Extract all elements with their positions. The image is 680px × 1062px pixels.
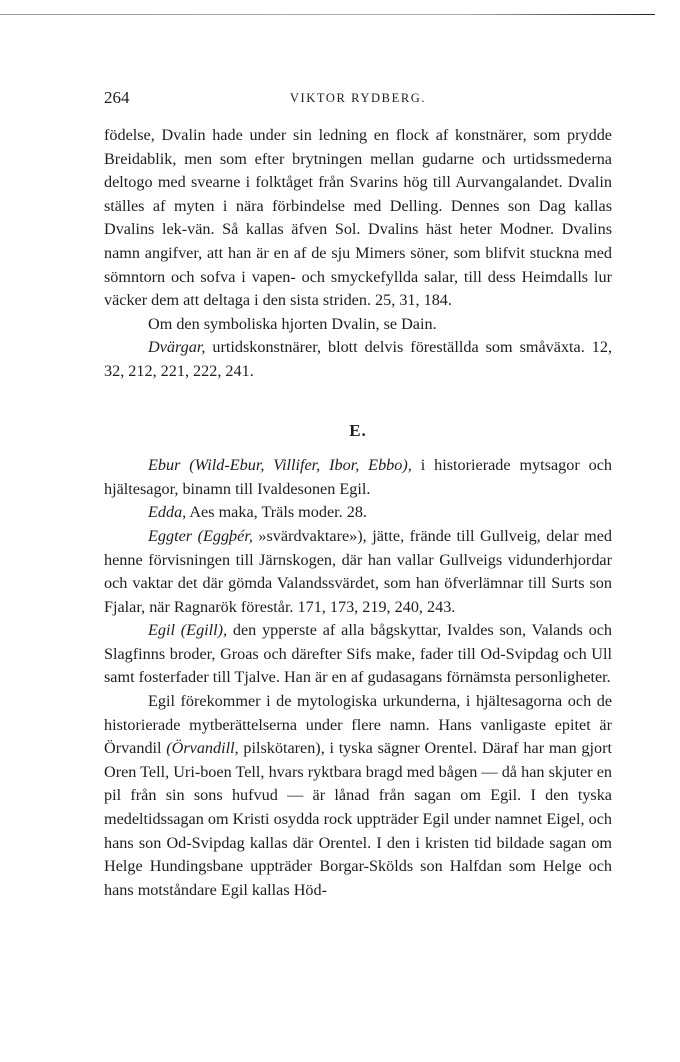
paragraph-dvalin-hjort: Om den symboliska hjorten Dvalin, se Dain. xyxy=(148,314,437,333)
paragraph-egil-names: Egil förekommer i de mytologiska urkunderna, i hjältesagorna och de historierade mytberättelserna under flere namn. Hans vanligaste epitet är Örvandil (Örvandill, pilskötaren), i tyska sägner Orentel. Däraf har man gjort Oren Tell, Uri-boen Tell, hvars ryktbara bragd med bågen — då han skjuter en pil från sin sons hufvud — är lånad från sagan om Egil. I den tyska medeltidssagan om Kristi osydda rock uppträder Egil under namnet Eigel, och hans son Od-Svipdag kallas där Orentel. I den i kristen tid bildade sagan om Helge Hundingsbane uppträder Borgar-Skölds son Halfdan som Helge och hans motståndare Egil kallas Höd- xyxy=(104,692,612,899)
entry-edda: Edda, Aes maka, Träls moder. 28. xyxy=(148,503,367,522)
entry-term: (Örvandill, xyxy=(166,739,239,758)
page-number: 264 xyxy=(104,88,130,107)
entry-term: Edda, xyxy=(148,503,187,522)
entry-term: Egil (Egill), xyxy=(148,621,228,640)
paragraph-dvalin-continued: födelse, Dvalin hade under sin ledning en flock af konstnärer, som prydde Breidablik, men som efter brytningen mellan gudarne och urtidssmederna deltogo med svearne i folktåget från Svarins hög till Aurvangalandet. Dvalin ställes af myten i nära förbindelse med Delling. Dennes son Dag kallas Dvalins lek-vän. Så kallas äfven Sol. Dvalins häst heter Modner. Dvalins namn angifver, att han är en af de sju Mimers söner, som blifvit stuckna med sömntorn och sofva i vapen- och smyckefyllda salar, till dess Heimdalls lur väcker dem att deltaga i den sista striden. 25, 31, 184. xyxy=(104,126,612,310)
entry-term: Eggter (Eggþér, xyxy=(148,526,253,545)
running-head: VIKTOR RYDBERG. xyxy=(289,91,427,105)
entry-dvargar: Dvärgar, urtidskonstnärer, blott delvis föreställda som småväxta. 12, 32, 212, 221, 222, 241. xyxy=(104,338,612,380)
page-header xyxy=(104,88,612,116)
page-body xyxy=(104,124,612,902)
entry-egil: Egil (Egill), den ypperste af alla bågskyttar, Ivaldes son, Valands och Slagfinns broder, Groas och därefter Sifs make, fader till Od-Svipdag och Ull samt fosterfader till Tjalve. Han är en af gudasagans förnämsta personligheter. xyxy=(104,621,612,687)
entry-term: Ebur (Wild-Ebur, Villifer, Ibor, Ebbo), xyxy=(148,456,412,475)
entry-ebur: Ebur (Wild-Ebur, Villifer, Ibor, Ebbo), i historierade mytsagor och hjältesagor, binamn till Ivaldesonen Egil. xyxy=(104,456,612,498)
book-page xyxy=(104,88,612,902)
top-rule xyxy=(0,14,655,15)
entry-eggter: Eggter (Eggþér, »svärdvaktare»), jätte, frände till Gullveig, delar med henne förvisningen till Järnskogen, där han vallar Gullveigs vidunderhjordar och vaktar det där gömda Valandssvärdet, som han öfverlämnar till Surts son Fjalar, när Ragnarök förestår. 171, 173, 219, 240, 243. xyxy=(104,526,612,616)
entry-term: Dvärgar, xyxy=(148,338,206,357)
section-heading-e: E. xyxy=(349,420,367,440)
